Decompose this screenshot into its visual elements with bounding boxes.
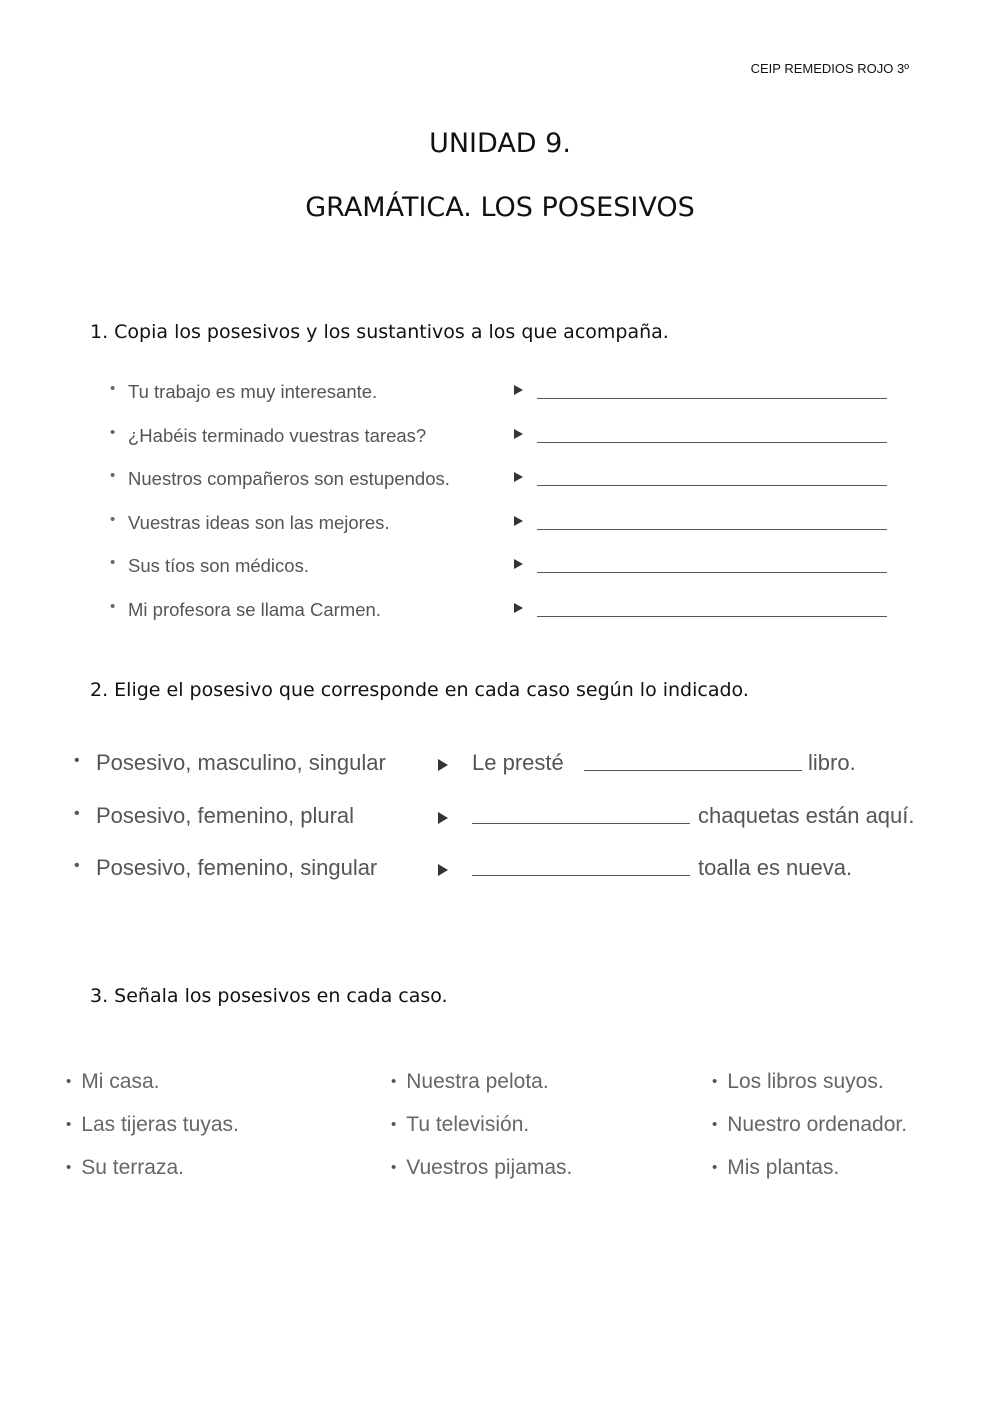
sentence-start: Le presté — [472, 750, 564, 775]
column — [712, 1070, 907, 1199]
list-item — [110, 598, 910, 642]
phrase: Los libros suyos. — [727, 1070, 884, 1093]
phrase: Nuestro ordenador. — [727, 1113, 908, 1136]
bullet: • — [74, 804, 80, 822]
answer-line[interactable] — [537, 572, 887, 573]
list-item[interactable] — [391, 1156, 572, 1199]
sentence: Sus tíos son médicos. — [128, 555, 309, 577]
section2-instruction: 2. Elige el posesivo que corresponde en cada caso según lo indicado. — [90, 679, 749, 701]
bullet: • — [66, 1116, 72, 1133]
bullet: • — [110, 597, 116, 615]
posesivo-label: Posesivo, femenino, singular — [96, 855, 378, 880]
answer-line[interactable] — [537, 529, 887, 530]
arrow-icon — [438, 759, 448, 771]
unit-title: UNIDAD 9. — [429, 128, 571, 159]
bullet: • — [66, 1159, 72, 1176]
phrase: Vuestros pijamas. — [406, 1156, 573, 1179]
arrow-icon — [438, 864, 448, 876]
answer-line[interactable] — [537, 398, 887, 399]
sentence-end: libro. — [808, 750, 856, 775]
school-header: CEIP REMEDIOS ROJO 3º — [750, 61, 909, 76]
list-item — [110, 467, 910, 511]
topic-title: GRAMÁTICA. LOS POSESIVOS — [305, 192, 695, 223]
sentence: Tu trabajo es muy interesante. — [128, 381, 378, 402]
sentence-end: chaquetas están aquí. — [698, 802, 915, 828]
arrow-icon — [514, 516, 523, 526]
bullet: • — [712, 1116, 718, 1133]
arrow-icon — [514, 385, 523, 395]
sentence: ¿Habéis terminado vuestras tareas? — [128, 424, 427, 446]
list-item[interactable] — [712, 1070, 907, 1113]
phrase: Mis plantas. — [727, 1156, 840, 1179]
answer-line[interactable] — [537, 442, 887, 443]
phrase: Nuestra pelota. — [406, 1070, 549, 1093]
list-item — [110, 380, 910, 424]
bullet: • — [74, 857, 80, 874]
answer-blank[interactable] — [472, 823, 690, 824]
sentence: Mi profesora se llama Carmen. — [128, 598, 381, 620]
bullet: • — [391, 1073, 397, 1090]
answer-blank[interactable] — [472, 875, 690, 876]
answer-blank[interactable] — [584, 770, 802, 771]
bullet: • — [110, 380, 116, 397]
phrase: Tu televisión. — [406, 1113, 530, 1136]
posesivo-label: Posesivo, femenino, plural — [96, 802, 355, 828]
list-item[interactable] — [391, 1113, 572, 1156]
arrow-icon — [514, 429, 523, 439]
section2-list — [74, 748, 974, 906]
bullet: • — [110, 510, 116, 528]
section3-instruction: 3. Señala los posesivos en cada caso. — [90, 985, 448, 1007]
list-item[interactable] — [66, 1070, 239, 1113]
bullet: • — [391, 1116, 397, 1133]
sentence: Vuestras ideas son las mejores. — [128, 511, 390, 533]
arrow-icon — [514, 603, 523, 613]
sentence-end: toalla es nueva. — [698, 855, 853, 880]
section1-list — [110, 380, 910, 642]
list-item[interactable] — [66, 1113, 239, 1156]
column — [66, 1070, 239, 1199]
arrow-icon — [438, 812, 448, 824]
bullet: • — [110, 467, 116, 485]
phrase: Las tijeras tuyas. — [81, 1113, 239, 1136]
list-item[interactable] — [391, 1070, 572, 1113]
list-item — [74, 748, 974, 801]
posesivo-label: Posesivo, masculino, singular — [96, 750, 386, 775]
bullet: • — [66, 1073, 72, 1090]
answer-line[interactable] — [537, 485, 887, 486]
sentence: Nuestros compañeros son estupendos. — [128, 468, 450, 490]
phrase: Mi casa. — [81, 1070, 160, 1093]
list-item — [74, 853, 974, 906]
section1-instruction: 1. Copia los posesivos y los sustantivos a los que acompaña. — [90, 321, 669, 343]
list-item — [110, 424, 910, 468]
list-item — [74, 801, 974, 854]
list-item — [110, 511, 910, 555]
bullet: • — [110, 423, 116, 441]
list-item[interactable] — [66, 1156, 239, 1199]
phrase: Su terraza. — [81, 1156, 184, 1179]
bullet: • — [74, 752, 80, 769]
list-item[interactable] — [712, 1113, 907, 1156]
bullet: • — [110, 554, 116, 572]
arrow-icon — [514, 559, 523, 569]
bullet: • — [712, 1159, 718, 1176]
bullet: • — [712, 1073, 718, 1090]
arrow-icon — [514, 472, 523, 482]
answer-line[interactable] — [537, 616, 887, 617]
bullet: • — [391, 1159, 397, 1176]
column — [391, 1070, 572, 1199]
list-item[interactable] — [712, 1156, 907, 1199]
list-item — [110, 554, 910, 598]
